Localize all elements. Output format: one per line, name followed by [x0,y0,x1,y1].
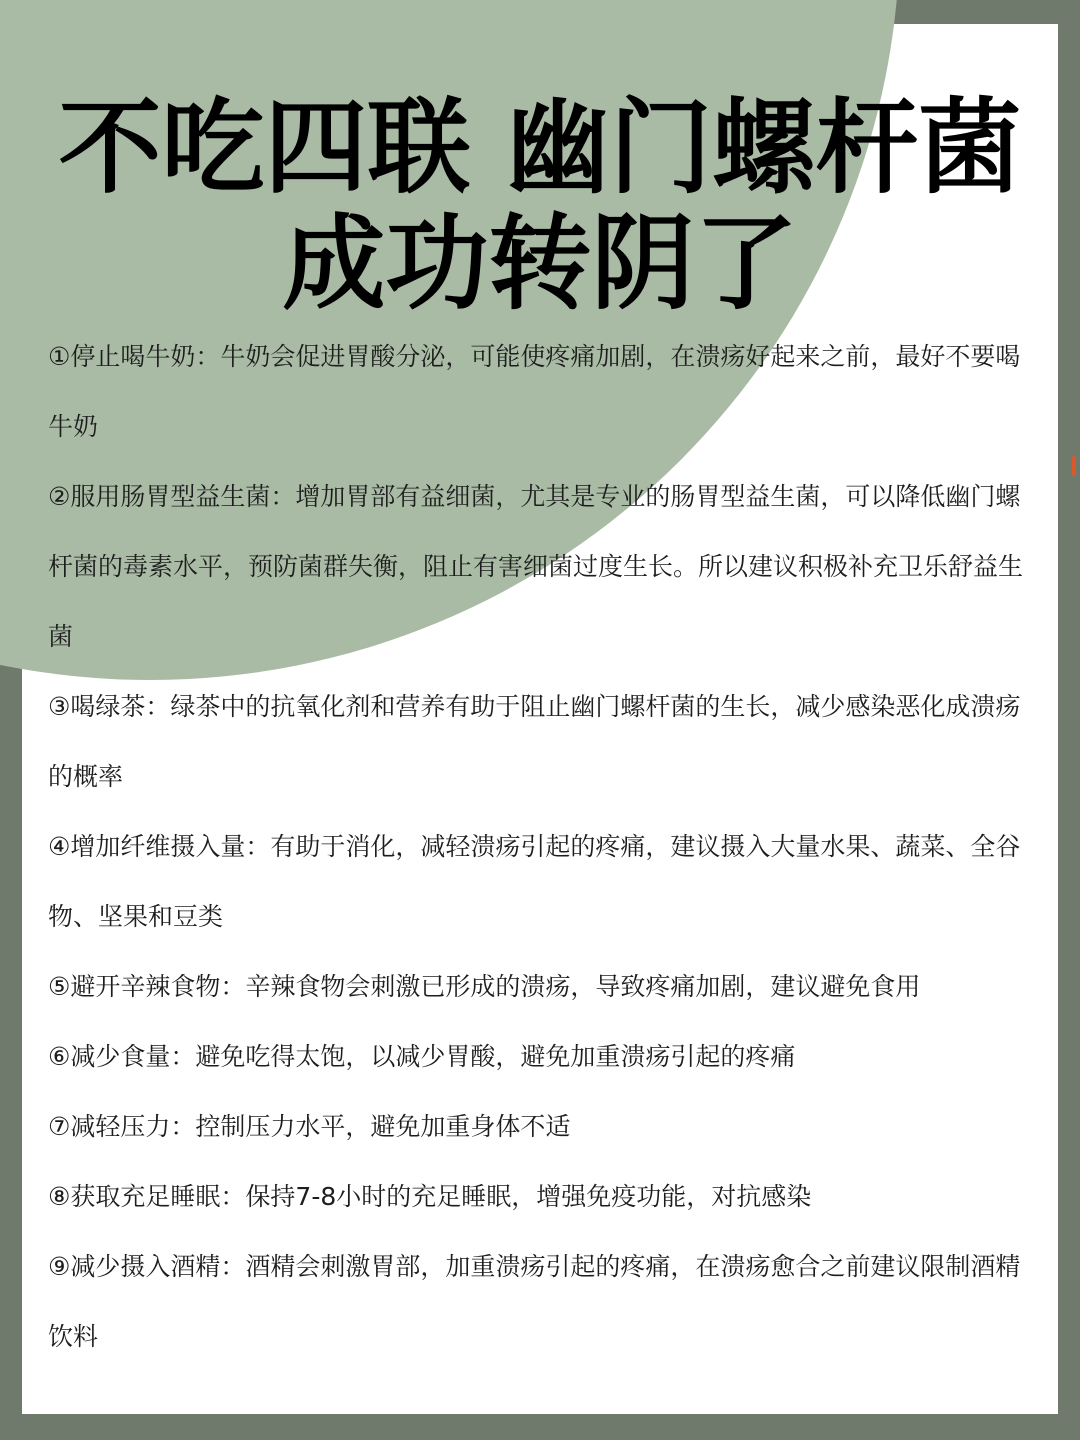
tip-item-6: ⑥减少食量：避免吃得太饱，以减少胃酸，避免加重溃疡引起的疼痛 [48,1042,796,1071]
tip-item-7: ⑦减轻压力：控制压力水平，避免加重身体不适 [48,1112,571,1141]
title-line-2: 成功转阴了 [282,204,798,324]
tip-item-2: ②服用肠胃型益生菌：增加胃部有益细菌，尤其是专业的肠胃型益生菌，可以降低幽门螺杆菌的毒素水平，预防菌群失衡，阻止有害细菌过度生长。所以建议积极补充卫乐舒益生菌 [48,482,1024,651]
tip-item-4: ④增加纤维摄入量：有助于消化，减轻溃疡引起的疼痛，建议摄入大量水果、蔬菜、全谷物、坚果和豆类 [48,832,1021,931]
tip-item-8: ⑧获取充足睡眠：保持7-8小时的充足睡眠，增强免疫功能，对抗感染 [48,1182,812,1211]
tip-item-9: ⑨减少摄入酒精：酒精会刺激胃部，加重溃疡引起的疼痛，在溃疡愈合之前建议限制酒精饮料 [48,1252,1021,1351]
title-line-1: 不吃四联 幽门螺杆菌 [58,88,1022,208]
page-title [22,90,1058,322]
tips-list [48,322,1040,1372]
tip-item-1: ①停止喝牛奶：牛奶会促进胃酸分泌，可能使疼痛加剧，在溃疡好起来之前，最好不要喝牛奶 [48,342,1021,441]
tip-item-5: ⑤避开辛辣食物：辛辣食物会刺激已形成的溃疡，导致疼痛加剧，建议避免食用 [48,972,921,1001]
tip-item-3: ③喝绿茶：绿茶中的抗氧化剂和营养有助于阻止幽门螺杆菌的生长，减少感染恶化成溃疡的概率 [48,692,1021,791]
edge-marker [1072,456,1076,476]
content-card [22,24,1058,1414]
